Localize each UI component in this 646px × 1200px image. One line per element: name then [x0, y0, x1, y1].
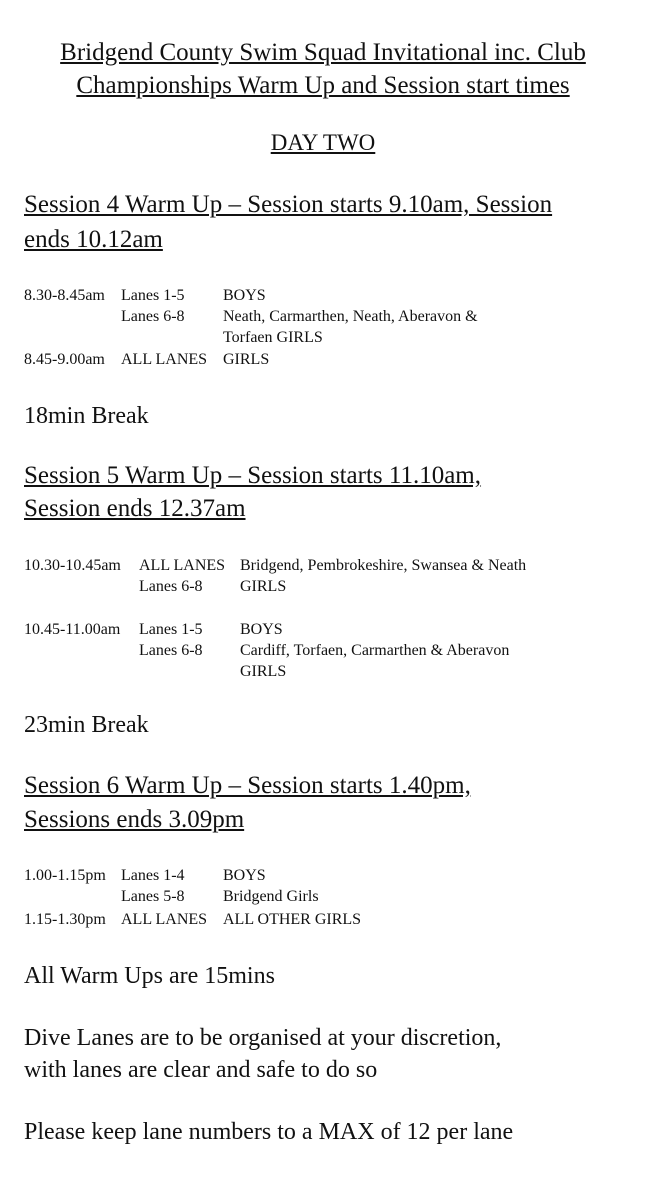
- session-4-row-1-time: 8.30-8.45am: [24, 287, 105, 304]
- session-6-row-1-lanes: Lanes 1-4: [121, 867, 185, 884]
- session-5-row-3-group: BOYS: [240, 621, 283, 638]
- day-heading: DAY TWO: [270, 130, 376, 155]
- session-5-row-3-lanes: Lanes 1-5: [139, 621, 203, 638]
- dive-lanes-note-line-2: with lanes are clear and safe to do so: [24, 1057, 378, 1083]
- dive-lanes-note-line-1: Dive Lanes are to be organised at your discretion,: [24, 1025, 502, 1051]
- document-title-line-2: Championships Warm Up and Session start times: [76, 72, 570, 99]
- session-5-row-4-group-cont: GIRLS: [240, 663, 287, 680]
- session-4-row-1-group: BOYS: [223, 287, 266, 304]
- session-4-row-3-group: GIRLS: [223, 351, 270, 368]
- session-4-break: 18min Break: [24, 403, 149, 429]
- session-5-row-2-lanes: Lanes 6-8: [139, 578, 203, 595]
- lane-max-note: Please keep lane numbers to a MAX of 12 per lane: [24, 1119, 514, 1145]
- session-5-row-1-group: Bridgend, Pembrokeshire, Swansea & Neath: [240, 557, 527, 574]
- session-4-row-2-group-cont: Torfaen GIRLS: [223, 329, 323, 346]
- session-5-row-1-lanes: ALL LANES: [139, 557, 226, 574]
- session-6-row-3-group: ALL OTHER GIRLS: [223, 911, 362, 928]
- session-5-break: 23min Break: [24, 712, 149, 738]
- session-4-row-1-lanes: Lanes 1-5: [121, 287, 185, 304]
- document-title-line-1: Bridgend County Swim Squad Invitational inc. Club: [60, 39, 586, 66]
- session-5-row-3-time: 10.45-11.00am: [24, 621, 121, 638]
- session-5-heading-line-2: Session ends 12.37am: [24, 495, 246, 522]
- session-6-row-3-lanes: ALL LANES: [121, 911, 208, 928]
- session-5-row-2-group: GIRLS: [240, 578, 287, 595]
- session-6-heading-line-2: Sessions ends 3.09pm: [24, 806, 245, 833]
- session-6-heading-line-1: Session 6 Warm Up – Session starts 1.40pm,: [24, 772, 471, 799]
- session-5-row-4-group: Cardiff, Torfaen, Carmarthen & Aberavon: [240, 642, 510, 659]
- session-5-row-1-time: 10.30-10.45am: [24, 557, 121, 574]
- session-6-row-2-group: Bridgend Girls: [223, 888, 319, 905]
- session-6-row-1-group: BOYS: [223, 867, 266, 884]
- session-4-row-3-time: 8.45-9.00am: [24, 351, 105, 368]
- session-6-row-2-lanes: Lanes 5-8: [121, 888, 185, 905]
- session-6-row-3-time: 1.15-1.30pm: [24, 911, 106, 928]
- session-4-row-2-lanes: Lanes 6-8: [121, 308, 185, 325]
- warm-ups-note: All Warm Ups are 15mins: [24, 963, 275, 989]
- session-5-heading-line-1: Session 5 Warm Up – Session starts 11.10am,: [24, 462, 482, 489]
- session-4-row-2-group: Neath, Carmarthen, Neath, Aberavon &: [223, 308, 478, 325]
- session-4-row-3-lanes: ALL LANES: [121, 351, 208, 368]
- session-4-heading-line-1: Session 4 Warm Up – Session starts 9.10am, Session: [24, 191, 553, 218]
- session-4-heading-line-2: ends 10.12am: [24, 226, 163, 253]
- session-6-row-1-time: 1.00-1.15pm: [24, 867, 106, 884]
- session-5-row-4-lanes: Lanes 6-8: [139, 642, 203, 659]
